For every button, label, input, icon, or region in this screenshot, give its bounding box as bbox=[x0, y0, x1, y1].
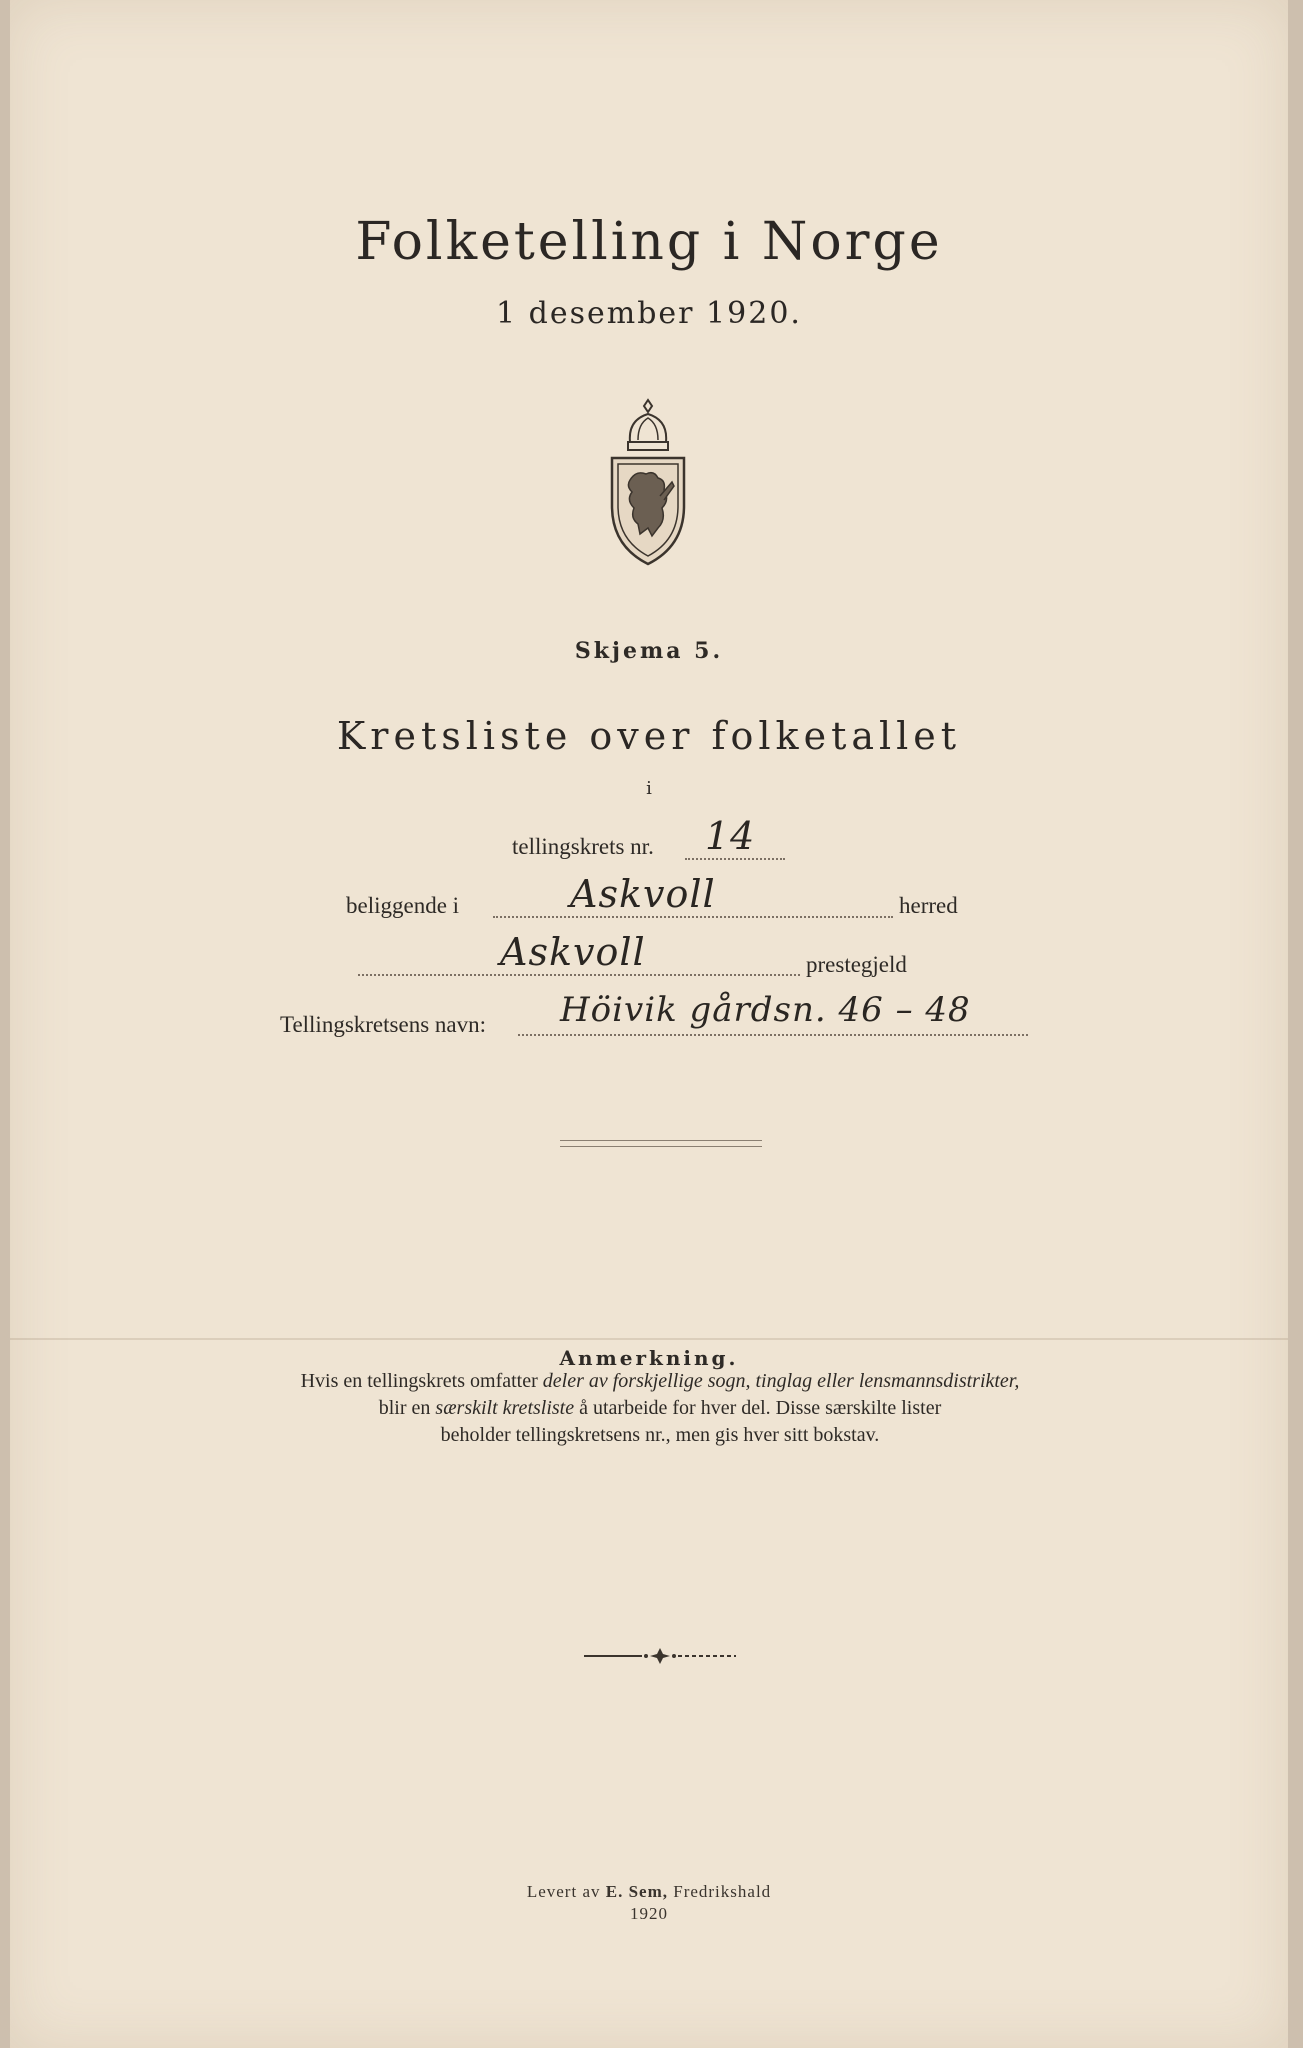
note-text bbox=[210, 1368, 1110, 1449]
note-line-1 bbox=[210, 1368, 1110, 1395]
note-line-2-b: særskilt kretsliste bbox=[435, 1397, 575, 1419]
form-heading: Kretsliste over folketallet bbox=[336, 714, 962, 758]
note-line-2 bbox=[210, 1395, 1110, 1422]
note-line-2-a: blir en bbox=[378, 1397, 431, 1419]
note-heading: Anmerkning. bbox=[559, 1346, 739, 1370]
printer-prefix: Levert av bbox=[526, 1882, 601, 1901]
census-form-sheet bbox=[10, 0, 1288, 2048]
coat-of-arms-icon bbox=[608, 396, 688, 566]
census-date: 1 desember 1920. bbox=[496, 296, 802, 331]
printer-city: Fredrikshald bbox=[673, 1882, 772, 1901]
district-name-label: Tellingskretsens navn: bbox=[280, 1012, 486, 1037]
parish-line bbox=[358, 974, 800, 976]
parish-suffix: prestegjeld bbox=[806, 952, 907, 977]
note-line-3: beholder tellingskretsens nr., men gis hver sitt bokstav. bbox=[440, 1424, 880, 1446]
note-line-2-c: å utarbeide for hver del. Disse særskilte lister bbox=[579, 1397, 942, 1419]
municipality-suffix: herred bbox=[899, 893, 958, 918]
municipality-value: Askvoll bbox=[570, 872, 716, 916]
printer-line bbox=[10, 1882, 1288, 1902]
municipality-line bbox=[493, 916, 893, 918]
printer-year: 1920 bbox=[630, 1904, 668, 1923]
district-number-label: tellingskrets nr. bbox=[512, 834, 654, 859]
note-line-1-a: Hvis en tellingskrets omfatter bbox=[300, 1370, 538, 1392]
district-number-value: 14 bbox=[705, 814, 756, 858]
page-title: Folketelling i Norge bbox=[355, 212, 943, 272]
section-divider bbox=[560, 1140, 762, 1147]
schema-number: Skjema 5. bbox=[574, 638, 724, 664]
preposition-i: i bbox=[646, 778, 652, 799]
district-name-line bbox=[518, 1034, 1028, 1036]
printer-name: E. Sem, bbox=[605, 1882, 668, 1901]
ornament-divider-icon bbox=[580, 1646, 740, 1666]
district-number-line bbox=[685, 858, 785, 860]
paper-fold-line bbox=[10, 1338, 1288, 1340]
parish-value: Askvoll bbox=[500, 930, 646, 974]
district-name-value: Höivik gårdsn. 46 – 48 bbox=[560, 990, 971, 1030]
note-line-1-b: deler av forskjellige sogn, tinglag eller lensmannsdistrikter, bbox=[542, 1370, 1020, 1392]
located-in-label: beliggende i bbox=[346, 893, 460, 918]
